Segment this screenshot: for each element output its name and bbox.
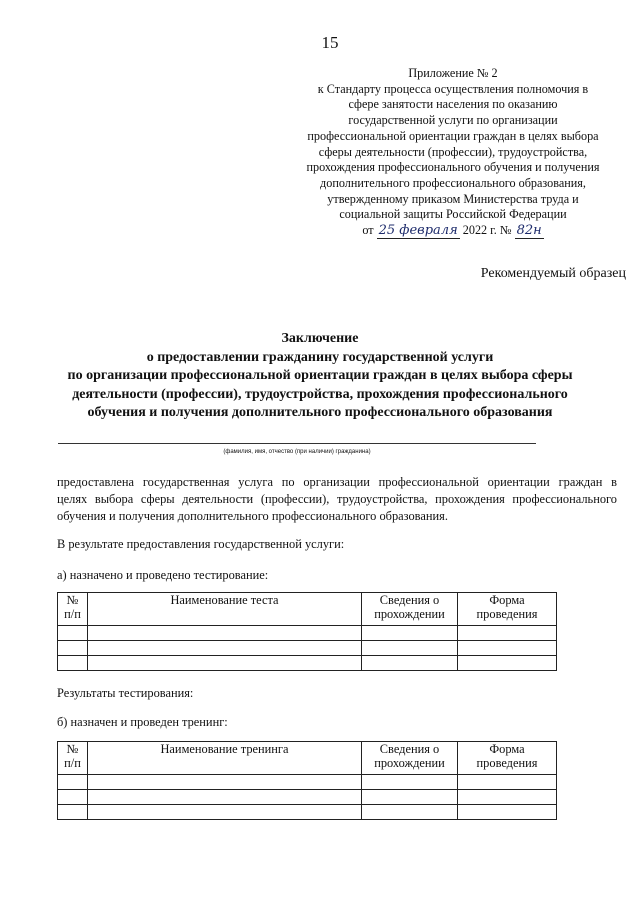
col-number-header: № п/п (58, 593, 88, 626)
appendix-line: прохождения профессионального обучения и получения (306, 160, 600, 175)
appendix-line: сферы деятельности (профессии), трудоустройства, (318, 144, 588, 159)
date-prefix: от (362, 223, 374, 238)
service-paragraph (57, 474, 617, 525)
appendix-block (288, 66, 618, 239)
handwritten-date: 25 февраля (378, 223, 458, 239)
table-row[interactable] (58, 790, 557, 805)
test-results-label: Результаты тестирования: (57, 686, 194, 700)
table-row[interactable] (58, 641, 557, 656)
table-row[interactable] (58, 805, 557, 820)
table-header-row (58, 742, 557, 775)
appendix-line: сфере занятости населения по оказанию (348, 97, 558, 112)
section-a-label: а) назначено и проведено тестирование: (57, 568, 269, 582)
order-date-line (288, 223, 618, 239)
title-line: Заключение (281, 331, 359, 346)
tests-table (57, 592, 557, 671)
appendix-line: дополнительного профессионального образования, (320, 175, 586, 190)
paragraph-line: целях выбора сферы деятельности (профессии), трудоустройства, прохождения профессионального (57, 492, 617, 506)
title-line: деятельности (профессии), трудоустройства, прохождения профессионального (72, 386, 568, 402)
citizen-name-field[interactable] (58, 443, 536, 444)
result-intro: В результате предоставления государственной услуги: (57, 537, 345, 551)
recommended-sample-label: Рекомендуемый образец (480, 266, 626, 281)
title-line: о предоставлении гражданину государственной услуги (146, 349, 494, 365)
appendix-line: к Стандарту процесса осуществления полномочия в (317, 81, 589, 96)
col-number-header: № п/п (58, 742, 88, 775)
col-completion-header: Сведения о прохождении (362, 742, 458, 775)
trainings-table (57, 741, 557, 820)
paragraph-line: предоставлена государственная услуга по организации профессиональной ориентации граждан в (57, 475, 617, 489)
title-line: обучения и получения дополнительного профессионального образования (87, 405, 553, 421)
title-line: по организации профессиональной ориентации граждан в целях выбора сферы (67, 368, 573, 384)
appendix-line: государственной услуги по организации (348, 113, 558, 128)
appendix-line: утвержденному приказом Министерства труда и (327, 191, 579, 206)
col-form-header: Форма проведения (458, 593, 557, 626)
col-test-name-header: Наименование теста (88, 593, 362, 626)
table-header-row (58, 593, 557, 626)
table-row[interactable] (58, 626, 557, 641)
appendix-line: Приложение № 2 (408, 66, 498, 80)
paragraph-line: обучения и получения дополнительного профессионального образования. (57, 509, 448, 523)
section-b-label: б) назначен и проведен тренинг: (57, 715, 228, 729)
handwritten-order-number: 82н (516, 223, 542, 239)
col-form-header: Форма проведения (458, 742, 557, 775)
appendix-line: профессиональной ориентации граждан в целях выбора (307, 128, 599, 143)
page-number: 15 (321, 33, 339, 52)
table-row[interactable] (58, 656, 557, 671)
col-completion-header: Сведения о прохождении (362, 593, 458, 626)
document-title (0, 330, 640, 423)
name-field-caption: (фамилия, имя, отчество (при наличии) гражданина) (223, 449, 371, 455)
table-row[interactable] (58, 775, 557, 790)
date-year: 2022 г. № (462, 223, 512, 238)
appendix-line: социальной защиты Российской Федерации (339, 207, 567, 222)
col-training-name-header: Наименование тренинга (88, 742, 362, 775)
